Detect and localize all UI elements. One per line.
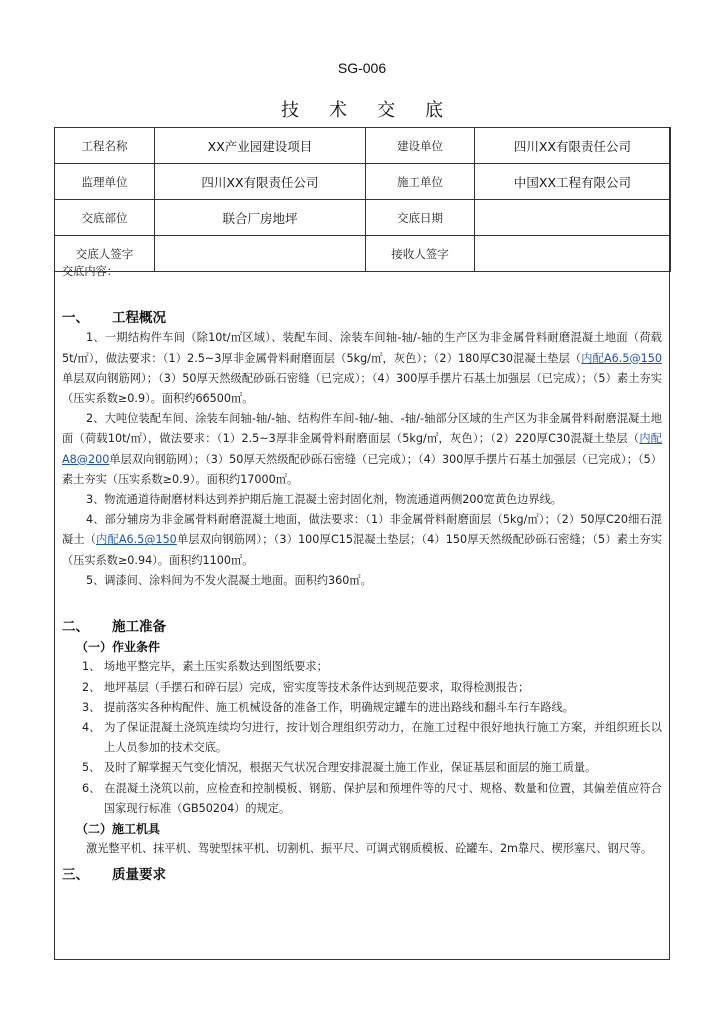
content-body [62, 262, 662, 886]
content-label: 交底内容： [62, 265, 118, 278]
list-number: 1、 [82, 660, 101, 674]
rebar-link[interactable]: 内配A6.5@150 [581, 351, 662, 365]
paragraph: 激光整平机、抹平机、驾驶型抹平机、切割机、振平尺、可调式钢质模板、砼罐车、2m靠尺、楔形塞尺、钢尺等。 [86, 842, 653, 856]
document-number: SG-006 [337, 60, 387, 76]
paragraph-text: 单层双向钢筋网）；（3）50厚天然级配砂砾石密缝（已完成）；（4）300厚手摆片石基土加强层（已完成）；（5）素土夯实（压实系数≥0.9）。面积约17000㎡。 [62, 452, 662, 486]
paragraph [62, 328, 662, 409]
list-text: 地坪基层（手摆石和碎石层）完成，密实度等技术条件达到规范要求，取得检测报告； [104, 680, 530, 694]
paragraph: 3、物流通道待耐磨材料达到养护期后施工混凝土密封固化剂，物流通道两侧200宽黄色边界线。 [86, 493, 562, 507]
list-item [62, 779, 662, 819]
table-row [55, 200, 671, 236]
section-heading [62, 865, 662, 885]
section-number: 一、 [62, 310, 89, 327]
info-table [54, 127, 671, 272]
paragraph-text: 单层双向钢筋网）；（3）50厚天然级配砂砾石密缝（已完成）；（4）300厚手摆片石基土加强层（已完成）；（5）素土夯实（压实系数≥0.9）。面积约66500㎡。 [62, 371, 662, 406]
section-heading [62, 308, 662, 328]
list-text: 在混凝土浇筑以前，应检查和控制模板、钢筋、保护层和预埋件等的尺寸、规格、数量和位置，其偏差值应符合国家现行标准（GB50204）的规定。 [104, 781, 662, 815]
label-date: 交底日期 [366, 200, 475, 236]
rebar-link[interactable]: 内配A6.5@150 [96, 533, 177, 547]
value-project-name: XX产业园建设项目 [155, 128, 366, 164]
section-title: 施工准备 [112, 619, 166, 636]
paragraph: 5、调漆间、涂料间为不发火混凝土地面。面积约360㎡。 [86, 573, 372, 587]
paragraph-text: 单层双向钢筋网）；（3）100厚C15混凝土垫层；（4）150厚天然级配砂砾石密缝；（5）素土夯实（压实系数≥0.94）。面积约1100㎡。 [62, 533, 662, 567]
label-issuer-signature: 交底人签字 [55, 236, 155, 272]
section-number: 二、 [62, 619, 89, 636]
list-item [62, 718, 662, 758]
section-title: 质量要求 [112, 867, 166, 884]
subsection-heading: （一）作业条件 [76, 640, 161, 655]
list-item [62, 678, 662, 698]
list-number: 2、 [82, 680, 101, 694]
paragraph-text: 2、大吨位装配车间、涂装车间轴-轴/-轴、结构件车间-轴/-轴、-轴/-轴部分区域的生产区为非金属骨料耐磨混凝土地面（荷载10t/㎡），做法要求：（1）2.5~3厚非金属骨料耐磨面层（5kg/㎡，灰色）；（2）220厚C30混凝土垫层（ [62, 412, 662, 446]
list-number: 4、 [82, 721, 101, 735]
document-title: 技术交底 [281, 100, 473, 121]
paragraph-text: 1、一期结构件车间（除10t/㎡区域）、装配车间、涂装车间轴-轴/-轴的生产区为非金属骨料耐磨混凝土地面（荷载5t/㎡），做法要求：（1）2.5~3厚非金属骨料耐磨面层（5kg/㎡，灰色）；（2）180厚C30混凝土垫层（ [62, 331, 662, 365]
label-contractor: 施工单位 [366, 164, 475, 200]
list-number: 6、 [82, 781, 101, 795]
value-date[interactable] [475, 200, 671, 236]
paragraph [62, 510, 662, 571]
list-number: 3、 [82, 700, 101, 714]
label-client: 建设单位 [366, 128, 475, 164]
list-text: 提前落实各种构配件、施工机械设备的准备工作，明确规定罐车的进出路线和翻斗车行车路线。 [104, 700, 574, 714]
value-client: 四川XX有限责任公司 [475, 128, 671, 164]
label-project-name: 工程名称 [55, 128, 155, 164]
label-receiver-signature: 接收人签字 [366, 236, 475, 272]
list-item [62, 758, 662, 778]
rebar-link[interactable]: 内配A8@200 [62, 432, 662, 466]
section-number: 三、 [62, 867, 89, 884]
table-row [55, 128, 671, 164]
list-number: 5、 [82, 761, 101, 775]
list-item [62, 698, 662, 718]
list-text: 为了保证混凝土浇筑连续均匀进行，按计划合理组织劳动力，在施工过程中很好地执行施工方案，并组织班长以上人员参加的技术交底。 [104, 721, 662, 755]
label-supervisor: 监理单位 [55, 164, 155, 200]
section-heading [62, 617, 662, 637]
label-location: 交底部位 [55, 200, 155, 236]
list-text: 及时了解掌握天气变化情况，根据天气状况合理安排混凝土施工作业，保证基层和面层的施工质量。 [104, 761, 597, 775]
value-supervisor: 四川XX有限责任公司 [155, 164, 366, 200]
list-item [62, 657, 662, 677]
paragraph-text: 4、部分辅房为非金属骨料耐磨混凝土地面，做法要求：（1）非金属骨料耐磨面层（5kg/㎡）；（2）50厚C20细石混凝土（ [62, 513, 662, 547]
paragraph [62, 409, 662, 490]
list-text: 场地平整完毕，素土压实系数达到图纸要求； [104, 660, 328, 674]
value-contractor: 中国XX工程有限公司 [475, 164, 671, 200]
value-location: 联合厂房地坪 [155, 200, 366, 236]
section-title: 工程概况 [112, 310, 166, 327]
subsection-heading: （二）施工机具 [76, 822, 161, 837]
table-row [55, 164, 671, 200]
